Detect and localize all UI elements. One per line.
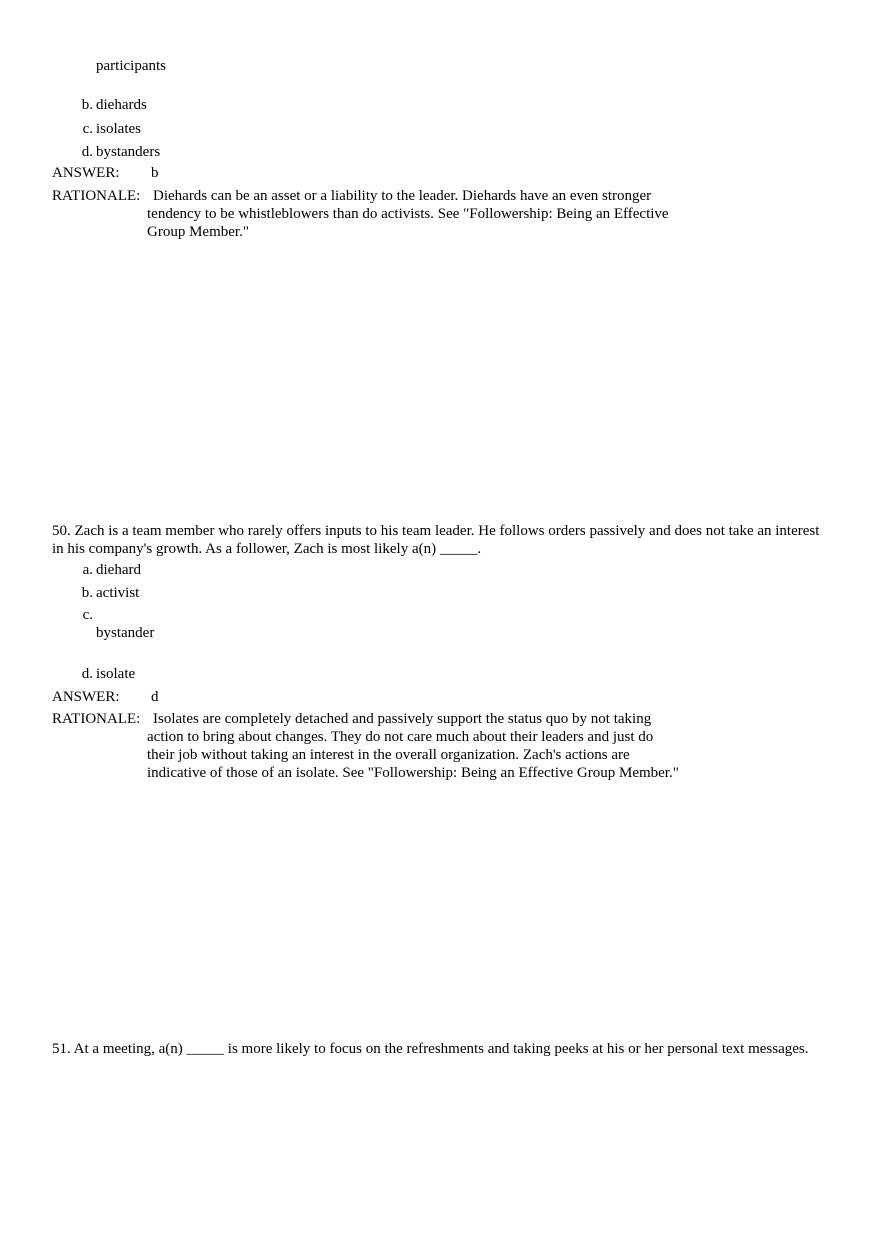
q50-option-d-letter: d.: [81, 666, 93, 682]
q49-option-a-text: participants: [96, 58, 166, 74]
q49-answer-value: b: [151, 165, 159, 181]
q49-option-b-text: diehards: [96, 97, 147, 113]
q49-answer-label: ANSWER:: [52, 165, 120, 181]
q50-rationale-text: Isolates are completely detached and passively support the status quo by not taking action to bring about changes. They do not care much about their leaders and just do their job without taking an interest in the overall organization. Zach's actions are indicative of those of an isolate. See "Followership: Being an Effective Group Member.": [147, 711, 679, 781]
q49-option-d-letter: d.: [81, 144, 93, 160]
q50-stem: 50. Zach is a team member who rarely offers inputs to his team leader. He follows orders passively and does not take an interest in his company's growth. As a follower, Zach is most likely a(n) _____.: [52, 523, 820, 557]
q50-answer-value: d: [151, 689, 159, 705]
q50-option-b-letter: b.: [81, 585, 93, 601]
q50-option-c-text: bystander: [96, 625, 155, 641]
q49-option-b-letter: b.: [81, 97, 93, 113]
q50-option-c-letter: c.: [82, 607, 93, 623]
q51-stem: 51. At a meeting, a(n) _____ is more likely to focus on the refreshments and taking peeks at his or her personal text messages.: [52, 1041, 809, 1057]
q50-answer-label: ANSWER:: [52, 689, 120, 705]
q49-option-d-text: bystanders: [96, 144, 161, 160]
q50-option-d-text: isolate: [96, 666, 136, 682]
q49-option-c-text: isolates: [96, 121, 141, 137]
q50-option-b-text: activist: [96, 585, 140, 601]
q49-rationale-text: Diehards can be an asset or a liability to the leader. Diehards have an even stronger tendency to be whistleblowers than do activists. See "Followership: Being an Effective Group Member.": [147, 188, 669, 240]
q50-option-a-letter: a.: [82, 562, 93, 578]
q49-rationale-label: RATIONALE:: [52, 188, 141, 204]
q50-option-a-text: diehard: [96, 562, 141, 578]
q49-option-c-letter: c.: [82, 121, 93, 137]
q50-rationale-label: RATIONALE:: [52, 711, 141, 727]
